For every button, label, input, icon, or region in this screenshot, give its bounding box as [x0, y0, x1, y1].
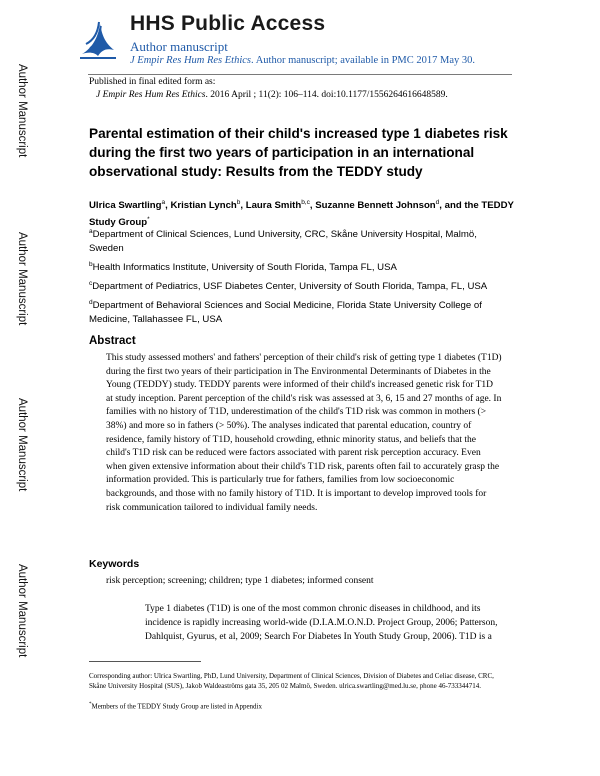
affiliation: $^d$Department of Behavioral Sciences and Social Medicine, Florida State University College of Medicine, Tallahassee FL, USA: [89, 299, 482, 326]
availability-text: . Author manuscript; available in PMC 2017 May 30.: [251, 55, 476, 66]
members-footnote: *Members of the TEDDY Study Group are listed in Appendix: [89, 702, 263, 711]
header-divider: [88, 74, 512, 75]
author-name: Kristian Lynch: [170, 200, 237, 212]
side-label-author-manuscript: Author Manuscript: [16, 64, 28, 158]
author-name: Suzanne Bennett Johnson: [315, 200, 436, 212]
abstract-text: This study assessed mothers' and fathers' perception of their child's risk of getting type 1 diabetes (T1D) during the first two years of their participation in The Environmental Determinants of Diabetes in the Young (TEDDY) study. TEDDY parents were informed of their child's increased genetic risk for T1D at study inception. Parent perception of the child's risk was assessed at 3, 6, 15 and 27 months of age. In families with no history of T1D, underestimation of the child's T1D risk was common in mothers (> 38%) and more so in fathers (> 50%). The analyses indicated that parental education, country of residence, family history of T1D, household crowding, ethnic minority status, and beliefs that the child's T1D risk can be reduced were factors associated with parent risk perception accuracy. Even when given extensive information about their child's T1D risk, parents often fail to accurately grasp the information provided. This is particularly true for fathers, families from low socioeconomic backgrounds, and those with no family history of T1D. It is important to develop improved tools for risk communication tailored to individual family needs.: [106, 353, 502, 513]
keywords-text: risk perception; screening; children; type 1 diabetes; informed consent: [106, 576, 374, 586]
paper-title: Parental estimation of their child's increased type 1 diabetes risk during the first two years of participation in an international observational study: Results from the TEDDY study: [89, 126, 508, 179]
affiliation: $^a$Department of Clinical Sciences, Lund University, CRC, Skåne University Hospital, Malmö, Sweden: [89, 228, 477, 255]
side-label-author-manuscript: Author Manuscript: [16, 564, 28, 658]
author-name: TEDDY Study Group: [89, 200, 514, 229]
intro-paragraph: Type 1 diabetes (T1D) is one of the most common chronic diseases in childhood, and its incidence is rapidly increasing world-wide (D.I.A.M.O.N.D. Project Group, 2006; Patterson, Dahlquist, Gyurus, et al, 2009; Search For Diabetes In Youth Study Group, 2006). T1D is a: [145, 604, 498, 642]
author-sup: a: [161, 199, 166, 206]
keywords-heading: Keywords: [89, 558, 140, 570]
author-sup: b: [236, 199, 241, 206]
side-label-author-manuscript: Author Manuscript: [16, 232, 28, 326]
hhs-eagle-logo-icon: [74, 14, 124, 64]
author-list: Ulrica Swartling$^a$, Kristian Lynch$^b$, Laura Smith$^{b,c}$, Suzanne Bennett Johnson$^d$, and the TEDDY Study Group*: [89, 199, 514, 229]
author-sup: d: [435, 199, 440, 206]
published-citation: [96, 90, 448, 100]
footnote-divider: [89, 661, 201, 662]
author-sup: *: [147, 216, 150, 224]
journal-name: J Empir Res Hum Res Ethics: [130, 55, 252, 66]
affiliation: $^c$Department of Pediatrics, USF Diabetes Center, University of South Florida, Tampa, FL, USA: [89, 280, 488, 293]
published-journal: J Empir Res Hum Res Ethics: [96, 90, 206, 100]
journal-availability: [130, 55, 475, 66]
author-name: Laura Smith: [245, 200, 302, 212]
hhs-public-access-title: HHS Public Access: [130, 12, 326, 35]
published-details: . 2016 April ; 11(2): 106–114. doi:10.1177/1556264616648589.: [205, 90, 448, 100]
corresponding-author-footnote: Corresponding author: Ulrica Swartling, PhD, Lund University, Department of Clinical Sciences, Division of Diabetes and Celiac disease, CRC, Skåne University Hospital (SUS), Jakob Waldeaströms gata 35, 205 02 Malmö, Sweden. ulrica.swartling@med.lu.se, phone 46-733344714.: [89, 672, 494, 690]
published-label: Published in final edited form as:: [89, 77, 216, 87]
author-manuscript-subtitle: Author manuscript: [130, 39, 228, 54]
author-sup: b,c: [301, 199, 310, 206]
affiliation: $^b$Health Informatics Institute, University of South Florida, Tampa FL, USA: [89, 261, 397, 274]
abstract-heading: Abstract: [89, 335, 136, 347]
author-name: Ulrica Swartling: [89, 200, 162, 212]
side-label-author-manuscript: Author Manuscript: [16, 398, 28, 492]
